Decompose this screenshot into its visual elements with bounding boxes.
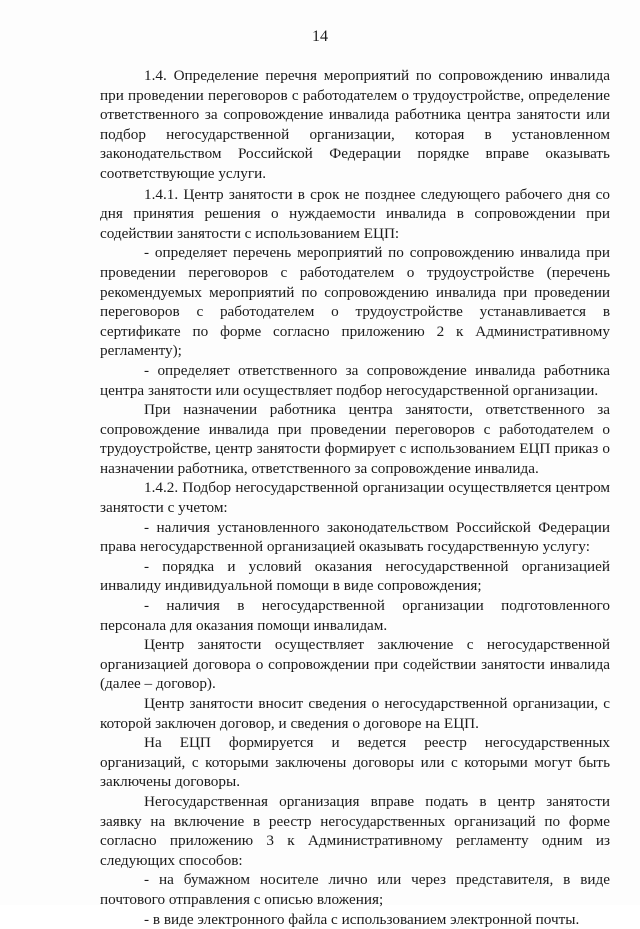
paragraph-registry: На ЕЦП формируется и ведется реестр негосударственных организаций, с которыми заключены договоры или с которыми могут быть заключены договоры. (100, 734, 610, 791)
list-item-electronic: - в виде электронного файла с использованием электронной почты. (144, 910, 580, 928)
paragraph-application: Негосударственная организация вправе подать в центр занятости заявку на включение в реестр негосударственных организаций по форме согласно приложению 3 к Административному регламенту одним из следующих способов: (100, 792, 610, 869)
list-item-rights: - наличия установленного законодательством Российской Федерации права негосударственной организацией оказывать государственную услугу: (100, 518, 610, 556)
list-item-staff: - наличия в негосударственной организации подготовленного персонала для оказания помощи инвалидам. (100, 597, 610, 634)
paragraph-1-4: 1.4. Определение перечня мероприятий по сопровождению инвалида при проведении переговоров с работодателем о трудоустройстве, определение ответственного за сопровождение инвалида работника центра занятости или подбор негосударственной организации, которая в установленном законодательством Российской Федерации порядке вправе оказывать соответствующие услуги. (100, 67, 610, 182)
paragraph-contract: Центр занятости осуществляет заключение с негосударственной организацией договора о сопровождении при содействии занятости инвалида (далее – договор). (100, 636, 610, 693)
document-body (100, 66, 610, 929)
paragraph-1-4-1: 1.4.1. Центр занятости в срок не позднее следующего рабочего дня со дня принятия решения о нуждаемости инвалида в сопровождении при содействии занятости с использованием ЕЦП: (100, 185, 610, 242)
list-item-procedure: - порядка и условий оказания негосударственной организацией инвалиду индивидуальной помощи в виде сопровождения; (100, 557, 610, 595)
list-item-paper: - на бумажном носителе лично или через представителя, в виде почтового отправления с описью вложения; (100, 871, 610, 908)
page-number: 14 (312, 28, 328, 45)
list-item-responsible: - определяет ответственного за сопровождение инвалида работника центра занятости или осуществляет подбор негосударственной организации. (100, 361, 610, 399)
paragraph-records: Центр занятости вносит сведения о негосударственной организации, с которой заключен договор, и сведения о договоре на ЕЦП. (100, 695, 610, 732)
list-item-measures: - определяет перечень мероприятий по сопровождению инвалида при проведении переговоров с работодателем о трудоустройстве (перечень рекомендуемых мероприятий по сопровождению инвалида при проведении переговоров с работодателем о трудоустройстве устанавливается в сертификате по форме согласно приложению 2 к Административному регламенту); (100, 244, 610, 360)
paragraph-1-4-2: 1.4.2. Подбор негосударственной организации осуществляется центром занятости с учетом: (100, 479, 610, 517)
paragraph-appointment: При назначении работника центра занятости, ответственного за сопровождение инвалида при проведении переговоров с работодателем о трудоустройстве, центр занятости формирует с использованием ЕЦП приказ о назначении работника, ответственного за сопровождение инвалида. (100, 401, 610, 477)
